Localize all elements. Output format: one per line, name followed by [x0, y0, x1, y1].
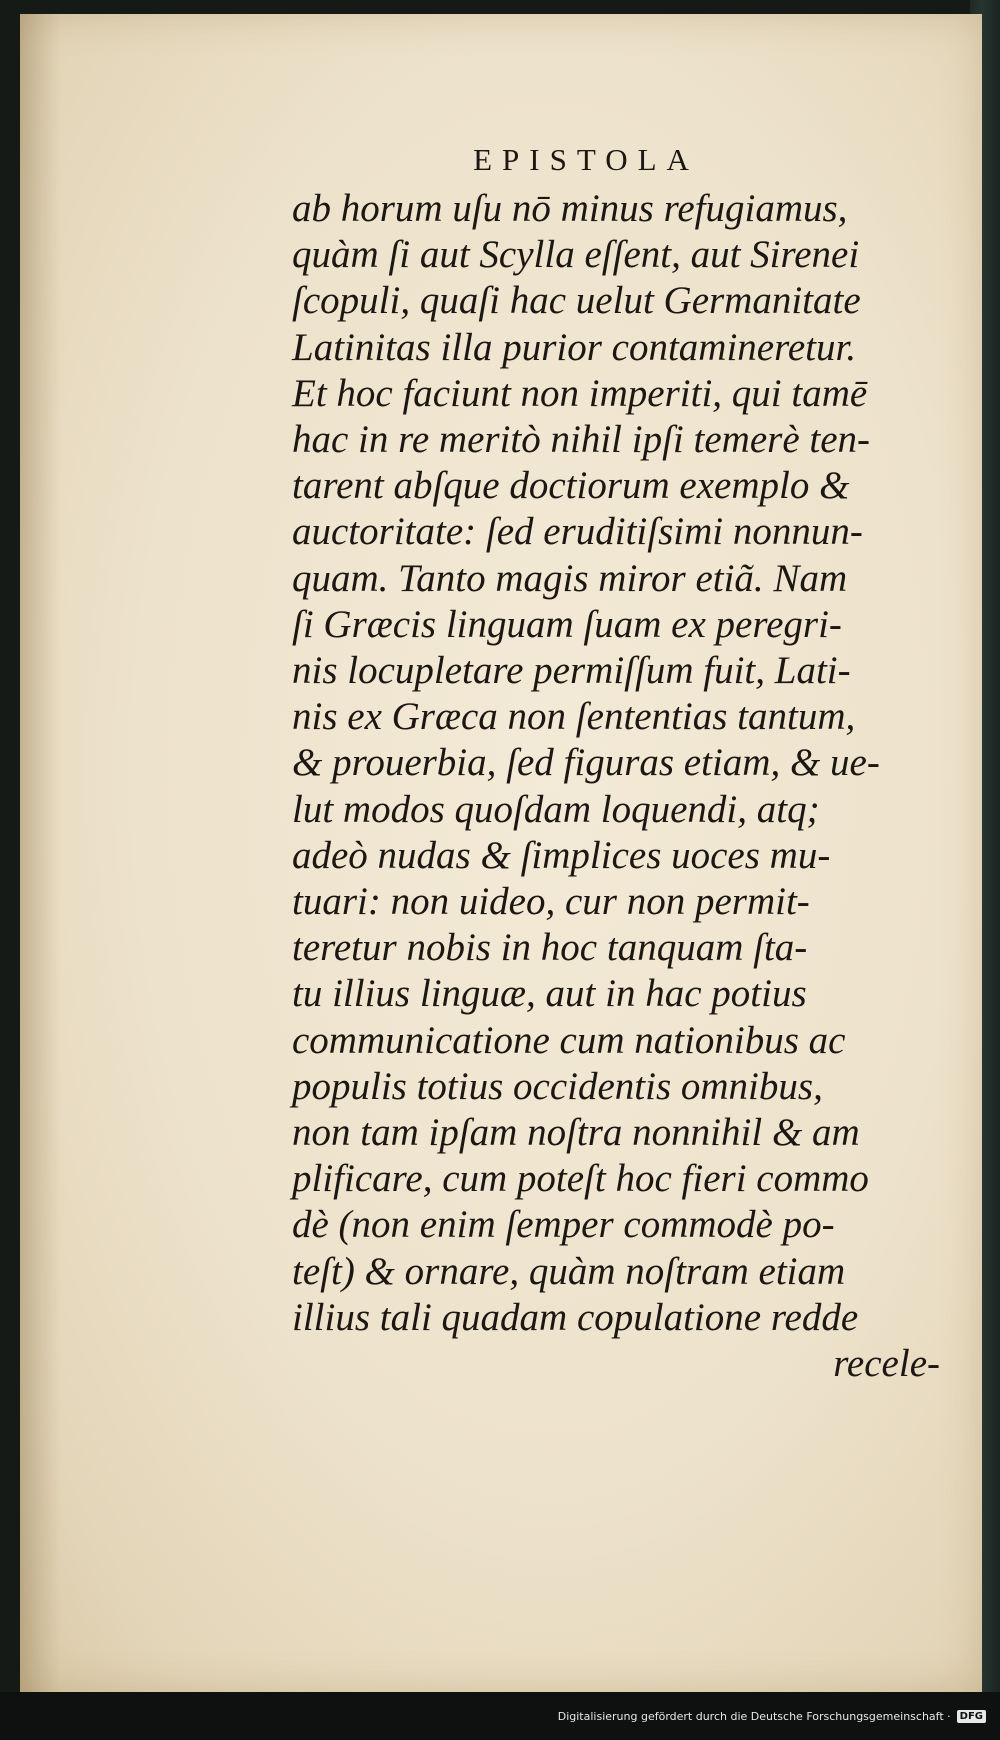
text-line: tuari: non uideo, cur non permit-: [292, 880, 810, 924]
text-line: hac in re meritò nihil ipſi temerè ten-: [292, 418, 871, 462]
text-line: Latinitas illa purior contamineretur.: [292, 325, 857, 369]
text-line: dè (non enim ſemper commodè po-: [292, 1203, 835, 1247]
text-line: non tam ipſam noſtra nonnihil & am: [292, 1111, 860, 1155]
text-line: plificare, cum poteſt hoc fieri commo: [292, 1157, 869, 1201]
digitization-footer: [0, 1692, 1000, 1740]
text-line: nis ex Græca non ſententias tantum,: [292, 695, 856, 739]
text-line: nis locupletare permiſſum fuit, Lati-: [292, 649, 851, 693]
catchword: recele-: [833, 1342, 940, 1386]
text-line: tarent abſque doctiorum exemplo &: [292, 464, 850, 508]
text-line: teſt) & ornare, quàm noſtram etiam: [292, 1249, 846, 1293]
text-line: ſi Græcis linguam ſuam ex peregri-: [292, 602, 842, 646]
text-line: lut modos quoſdam loquendi, atq;: [292, 787, 820, 831]
text-line: ſcopuli, quaſi hac uelut Germanitate: [292, 279, 861, 323]
running-header: EPISTOLA: [473, 142, 699, 177]
text-line: adeò nudas & ſimplices uoces mu-: [292, 833, 831, 877]
text-line: auctoritate: ſed eruditiſsimi nonnun-: [292, 510, 863, 554]
text-line: teretur nobis in hoc tanquam ſta-: [292, 926, 808, 970]
body-text: [292, 186, 952, 1387]
book-page: [20, 14, 982, 1692]
text-line: tu illius linguæ, aut in hac potius: [292, 972, 807, 1016]
text-line: Et hoc faciunt non imperiti, qui tamē: [292, 371, 868, 415]
funding-credit: Digitalisierung gefördert durch die Deutsche Forschungsgemeinschaft ·: [557, 1709, 951, 1723]
text-line: ab horum uſu nō minus refugiamus,: [292, 187, 848, 230]
text-line: & prouerbia, ſed figuras etiam, & ue-: [292, 741, 880, 785]
text-line: quam. Tanto magis miror etiã. Nam: [292, 556, 848, 600]
text-line: quàm ſi aut Scylla eſſent, aut Sirenei: [292, 233, 860, 277]
text-line: communicatione cum nationibus ac: [292, 1018, 846, 1062]
text-line: illius tali quadam copulatione redde: [292, 1295, 859, 1339]
text-line: populis totius occidentis omnibus,: [292, 1064, 823, 1108]
dfg-logo: DFG: [957, 1710, 986, 1723]
